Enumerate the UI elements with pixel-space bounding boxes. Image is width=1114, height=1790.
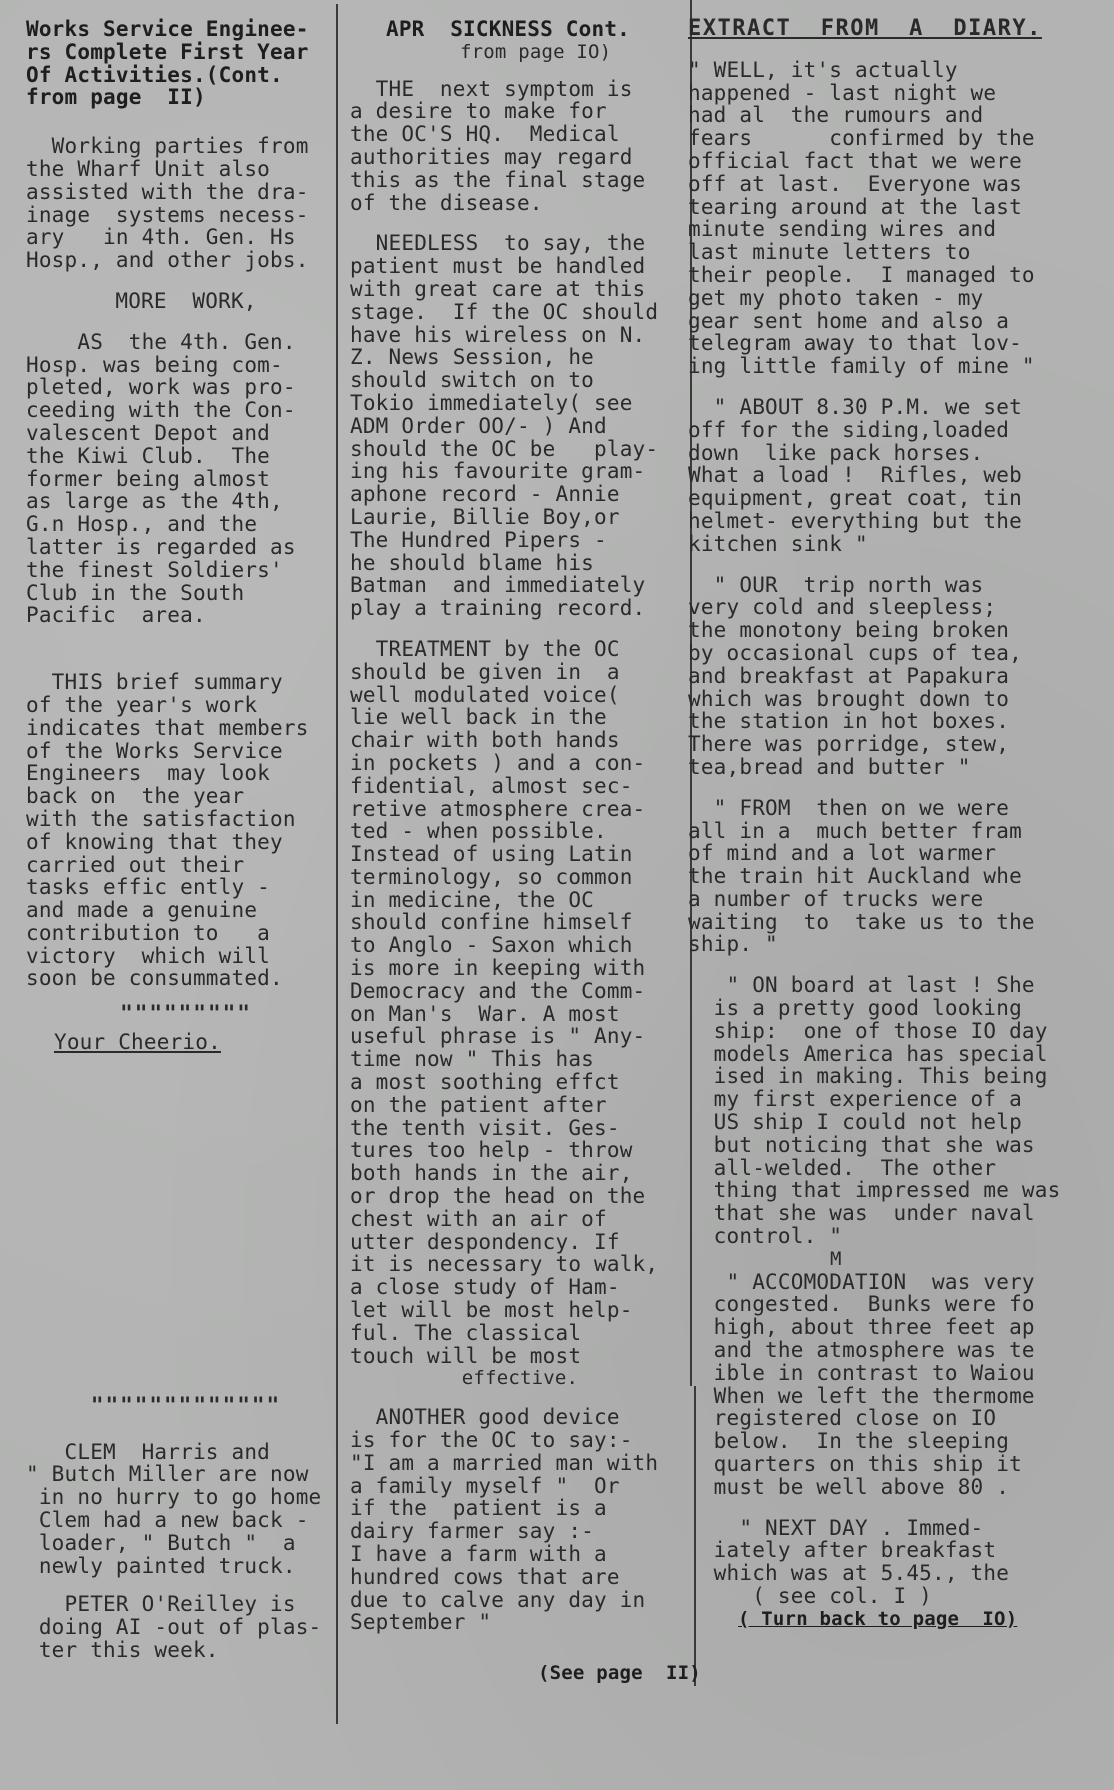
article-paragraph-end: effective.: [461, 1367, 579, 1390]
diary-paragraph: " OUR trip north was very cold and sleepless; the monotony being broken by occasional cups of tea, and breakfast at Papakura which was brought down to the station in hot boxes. There was porridge, stew, tea,bread and butter ": [688, 572, 1022, 779]
article-paragraph: ANOTHER good device is for the OC to say:- "I am a married man with a family myself " Or if the patient is a dairy farmer say :- I have a farm with a hundred cows that are due to calve any day in September ": [350, 1405, 659, 1635]
diary-paragraph: " ABOUT 8.30 P.M. we set off for the siding,loaded down like pack horses. What a load ! Rifles, web equipment, great coat, tin helmet- everything but the kitchen sink ": [688, 394, 1022, 556]
article-paragraph: THE next symptom is a desire to make for the OC'S HQ. Medical authorities may regard this as the final stage of the disease.: [350, 76, 646, 215]
diary-paragraph: " FROM then on we were all in a much better fram of mind and a lot warmer the train hit Auckland whe a number of trucks were waiting to take us to the ship. ": [688, 795, 1035, 957]
turn-back-note: ( Turn back to page IO): [738, 1607, 1018, 1630]
article-paragraph: THIS brief summary of the year's work indicates that members of the Works Service Engineers may look back on the year with the satisfaction of knowing that they carried out their tasks effic ently - and made a genuine contribution to a victory which will soon be consummated.: [26, 670, 309, 991]
diary-paragraph: " ACCOMODATION was very congested. Bunks were fo high, about three feet ap and the atmosphere was te ible in contrast to Waiou When we left the thermome registered close on IO below. In the sleeping quarters on this ship it must be well above 80 .: [713, 1269, 1035, 1499]
article-paragraph: AS the 4th. Gen. Hosp. was being com- pleted, work was pro- ceeding with the Con- valescent Depot and the Kiwi Club. The former being almost as large as the 4th, G.n Hosp., and the latter is regarded as the finest Soldiers' Club in the South Pacific area.: [26, 329, 296, 628]
article-paragraph: NEEDLESS to say, the patient must be handled with great care at this stage. If the OC should have his wireless on N. Z. News Session, he should switch on to Tokio immediately( see ADM Order OO/- ) And should the OC be play- ing his favourite gram- aphone record - Annie Laurie, Billie Boy,or The Hundred Pipers - he should blame his Batman and immediately play a training record.: [350, 231, 659, 621]
diary-paragraph: " WELL, it's actually happened - last night we had al the rumours and fears confirmed by the official fact that we were off at last. Everyone was tearing around at the last minute sending wires and last minute letters to their people. I managed to get my photo taken - my gear sent home and also a telegram away to that lov- ing little family of mine ": [688, 57, 1035, 379]
news-item-peter-oreilley: PETER O'Reilley is doing AI -out of plas- ter this week.: [38, 1592, 322, 1663]
see-page-note: (See page II): [538, 1662, 701, 1684]
article-paragraph: Working parties from the Wharf Unit also assisted with the dra- inage systems necess- ary in 4th. Gen. Hs Hosp., and other jobs.: [26, 134, 309, 273]
signoff: Your Cheerio.: [54, 1030, 221, 1055]
handwritten-mark: M: [830, 1247, 842, 1270]
diary-paragraph: " NEXT DAY . Immed- iately after breakfast which was at 5.45., the ( see col. I ): [713, 1515, 1010, 1608]
news-item-clem-harris: CLEM Harris and " Butch Miller are now in no hurry to go home Clem had a new back - loader, " Butch " a newly painted truck.: [26, 1439, 322, 1578]
column-3: [688, 18, 1060, 1760]
diary-paragraph: " ON board at last ! She is a pretty good looking ship: one of those IO day models America has special ised in making. This being my first experience of a US ship I could not help but noticing that she was all-welded. The other thing that impressed me was that she was under naval control. ": [713, 973, 1061, 1249]
article-header-apr-sickness: APR SICKNESS Cont.: [386, 17, 631, 41]
continued-from-note: from page IO): [460, 40, 612, 63]
article-header-works-service: Works Service Enginee- rs Complete First Year Of Activities.(Cont. from page II): [26, 17, 309, 110]
column-1: [26, 18, 346, 1760]
article-paragraph: TREATMENT by the OC should be given in a well modulated voice( lie well back in the chair with both hands in pockets ) and a con- fidential, almost sec- retive atmosphere crea- ted - when possible. Instead of using Latin terminology, so common in medicine, the OC should confine himself to Anglo - Saxon which is more in keeping with Democracy and the Comm- on Man's War. A most useful phrase is " Any- time now " This has a most soothing effct on the patient after the tenth visit. Ges- tures too help - throw both hands in the air, or drop the head on the chest with an air of utter despondency. If it is necessary to walk, a close study of Ham- let will be most help- ful. The classical touch will be most: [350, 636, 659, 1368]
section-subhead-more-work: MORE WORK,: [115, 288, 257, 313]
separator-marks: """"""""": [120, 1001, 252, 1026]
column-2: [350, 17, 701, 1760]
article-header-diary: EXTRACT FROM A DIARY.: [688, 16, 1042, 41]
separator-marks: """"""""""""": [90, 1392, 282, 1417]
